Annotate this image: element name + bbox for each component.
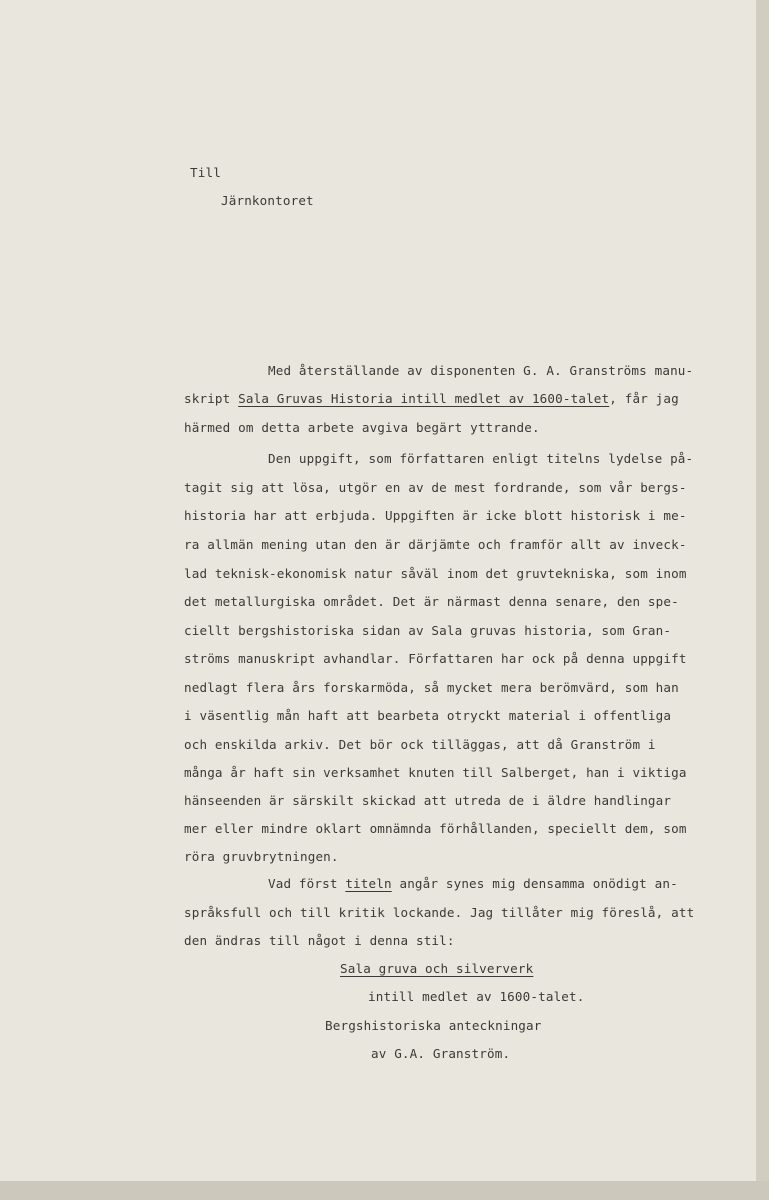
paragraph1-line3: härmed om detta arbete avgiva begärt yttrande. [184,420,540,435]
paragraph2-line: det metallurgiska området. Det är närmast denna senare, den spe- [184,594,679,609]
paragraph2-line: tagit sig att lösa, utgör en av de mest fordrande, som vår bergs- [184,480,687,495]
salutation-till: Till [190,165,221,180]
page-edge-bottom [0,1181,769,1200]
paragraph2-line: mer eller mindre oklart omnämnda förhållanden, speciellt dem, som [184,821,687,836]
proposed-subtitle: intill medlet av 1600-talet. [368,989,585,1004]
paragraph3-line2: språksfull och till kritik lockande. Jag tillåter mig föreslå, att [184,905,695,920]
salutation-recipient: Järnkontoret [221,193,314,208]
paragraph2-line: ciellt bergshistoriska sidan av Sala gruvas historia, som Gran- [184,623,672,638]
paragraph2-line: ströms manuskript avhandlar. Författaren har ock på denna uppgift [184,651,687,666]
paragraph3-line3: den ändras till något i denna stil: [184,933,455,948]
paragraph2-line: många år haft sin verksamhet knuten till Salberget, han i viktiga [184,765,687,780]
paragraph2-line: i väsentlig mån haft att bearbeta otryckt material i offentliga [184,708,672,723]
paragraph2-line: Den uppgift, som författaren enligt titelns lydelse på- [268,451,694,466]
paragraph2-line: historia har att erbjuda. Uppgiften är icke blott historisk i me- [184,508,687,523]
paragraph2-line: ra allmän mening utan den är därjämte och framför allt av inveck- [184,537,687,552]
proposed-author: av G.A. Granström. [371,1046,511,1061]
word-titeln: titeln [345,876,392,891]
paragraph3-line1 [268,876,678,892]
paragraph1-line1: Med återställande av disponenten G. A. Granströms manu- [268,363,694,378]
paragraph3-line1-prefix: Vad först [268,876,346,891]
paragraph2-line: hänseenden är särskilt skickad att utreda de i äldre handlingar [184,793,672,808]
proposed-title: Sala gruva och silververk [340,961,534,976]
paragraph2-line: och enskilda arkiv. Det bör ock tilläggas, att då Granström i [184,737,656,752]
paragraph2-line: nedlagt flera års forskarmöda, så mycket mera berömvärd, som han [184,680,679,695]
paragraph1-line2-prefix: skript [184,391,239,406]
paragraph1-line2-suffix: , får jag [609,391,679,406]
paragraph2-line: lad teknisk-ekonomisk natur såväl inom det gruvtekniska, som inom [184,566,687,581]
proposed-series: Bergshistoriska anteckningar [325,1018,542,1033]
manuscript-title: Sala Gruvas Historia intill medlet av 1600-talet [238,391,610,406]
page-edge-right [756,0,769,1200]
paragraph1-line2 [184,391,679,407]
paragraph2-line: röra gruvbrytningen. [184,849,339,864]
paragraph3-line1-suffix: angår synes mig densamma onödigt an- [391,876,678,891]
